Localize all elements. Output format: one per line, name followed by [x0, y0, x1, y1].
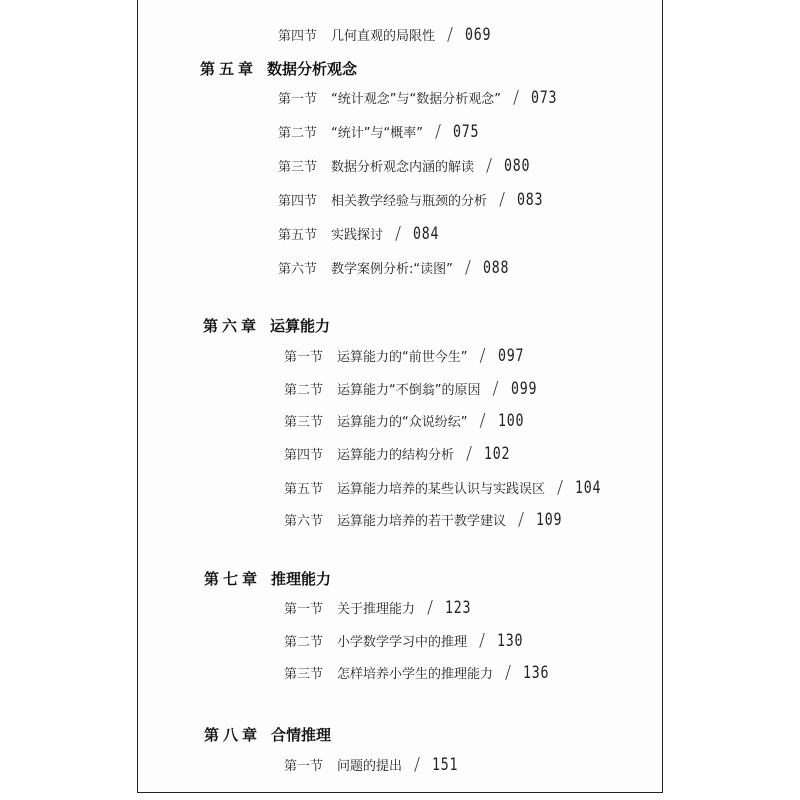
separator-slash: / — [492, 378, 499, 399]
separator-slash: / — [414, 754, 421, 775]
section-title: 教学案例分析:“读图” — [331, 262, 453, 277]
separator-slash: / — [505, 662, 512, 683]
page-number: 097 — [497, 345, 524, 366]
section-number: 第六节 — [278, 262, 318, 277]
toc-chapter-heading — [203, 315, 330, 336]
toc-section-row — [284, 662, 557, 683]
section-number: 第四节 — [278, 29, 318, 44]
separator-slash: / — [434, 121, 442, 142]
separator-slash: / — [464, 257, 471, 278]
chapter-title: 数据分析观念 — [267, 60, 358, 78]
section-title: 运算能力“不倒翁”的原因 — [337, 383, 481, 398]
page-number: 084 — [413, 223, 440, 244]
section-title: “统计”与“概率” — [331, 126, 423, 141]
page-number: 099 — [510, 378, 537, 399]
section-number: 第一节 — [284, 350, 324, 365]
page-number: 109 — [536, 509, 563, 530]
toc-section-row — [284, 630, 531, 651]
separator-slash: / — [479, 345, 486, 366]
page-number: 136 — [523, 662, 550, 683]
page-number: 151 — [432, 754, 459, 775]
chapter-number: 第七章 — [204, 570, 262, 588]
toc-section-row — [278, 24, 499, 45]
section-title: 相关教学经验与瓶颈的分析 — [331, 194, 488, 209]
section-title: 怎样培养小学生的推理能力 — [337, 667, 494, 682]
section-number: 第二节 — [278, 126, 318, 141]
section-number: 第三节 — [284, 667, 324, 682]
section-number: 第一节 — [278, 92, 318, 107]
section-title: 几何直观的局限性 — [331, 29, 436, 44]
toc-section-row — [284, 345, 531, 366]
section-number: 第二节 — [284, 635, 324, 650]
section-title: 运算能力培养的某些认识与实践误区 — [337, 482, 546, 497]
section-title: 实践探讨 — [331, 228, 384, 243]
toc-section-row — [278, 121, 487, 142]
chapter-number: 第六章 — [203, 317, 261, 335]
section-number: 第一节 — [284, 602, 324, 617]
separator-slash: / — [395, 223, 402, 244]
section-title: 数据分析观念内涵的解读 — [331, 160, 475, 175]
separator-slash: / — [427, 597, 434, 618]
page-number: 123 — [445, 597, 472, 618]
toc-section-row — [284, 378, 544, 399]
toc-section-row — [284, 597, 479, 618]
section-title: 运算能力培养的若干教学建议 — [337, 514, 507, 529]
chapter-number: 第八章 — [204, 726, 262, 744]
toc-chapter-heading — [200, 58, 357, 79]
section-number: 第二节 — [284, 383, 324, 398]
section-title: “统计观念”与“数据分析观念” — [331, 92, 501, 107]
toc-section-row — [284, 443, 518, 464]
separator-slash: / — [512, 87, 520, 108]
toc-section-row — [278, 223, 447, 244]
section-number: 第一节 — [284, 759, 324, 774]
separator-slash: / — [557, 477, 564, 498]
section-title: 运算能力的“前世今生” — [337, 350, 468, 365]
section-title: 问题的提出 — [337, 759, 403, 774]
page-number: 080 — [504, 155, 531, 176]
section-number: 第三节 — [284, 415, 324, 430]
separator-slash: / — [479, 410, 486, 431]
separator-slash: / — [447, 24, 454, 45]
section-number: 第三节 — [278, 160, 318, 175]
chapter-number: 第五章 — [200, 60, 258, 78]
page-number: 073 — [531, 87, 558, 108]
page-number: 088 — [482, 257, 510, 278]
section-number: 第四节 — [284, 448, 324, 463]
toc-chapter-heading — [204, 724, 331, 745]
page-number: 104 — [575, 477, 602, 498]
page-number: 130 — [497, 630, 524, 651]
section-title: 运算能力的结构分析 — [337, 448, 455, 463]
section-number: 第五节 — [278, 228, 318, 243]
toc-section-row — [284, 477, 609, 498]
separator-slash: / — [518, 509, 525, 530]
section-title: 关于推理能力 — [337, 602, 416, 617]
section-number: 第五节 — [284, 482, 324, 497]
toc-section-row — [284, 410, 531, 431]
section-number: 第四节 — [278, 194, 318, 209]
chapter-title: 运算能力 — [270, 317, 331, 335]
section-title: 运算能力的“众说纷纭” — [337, 415, 468, 430]
page-number: 075 — [453, 121, 480, 142]
separator-slash: / — [499, 189, 506, 210]
separator-slash: / — [479, 630, 486, 651]
page-number: 069 — [465, 24, 492, 45]
separator-slash: / — [466, 443, 473, 464]
section-number: 第六节 — [284, 514, 324, 529]
separator-slash: / — [486, 155, 493, 176]
toc-section-row — [278, 155, 538, 176]
toc-section-row — [278, 257, 517, 278]
page-number: 102 — [484, 443, 511, 464]
toc-chapter-heading — [204, 568, 331, 589]
toc-section-row — [278, 87, 565, 108]
toc-section-row — [278, 189, 551, 210]
page-number: 083 — [517, 189, 544, 210]
toc-section-row — [284, 509, 570, 530]
chapter-title: 推理能力 — [271, 570, 332, 588]
page-number: 100 — [497, 410, 524, 431]
section-title: 小学数学学习中的推理 — [337, 635, 468, 650]
chapter-title: 合情推理 — [271, 726, 332, 744]
toc-section-row — [284, 754, 466, 775]
